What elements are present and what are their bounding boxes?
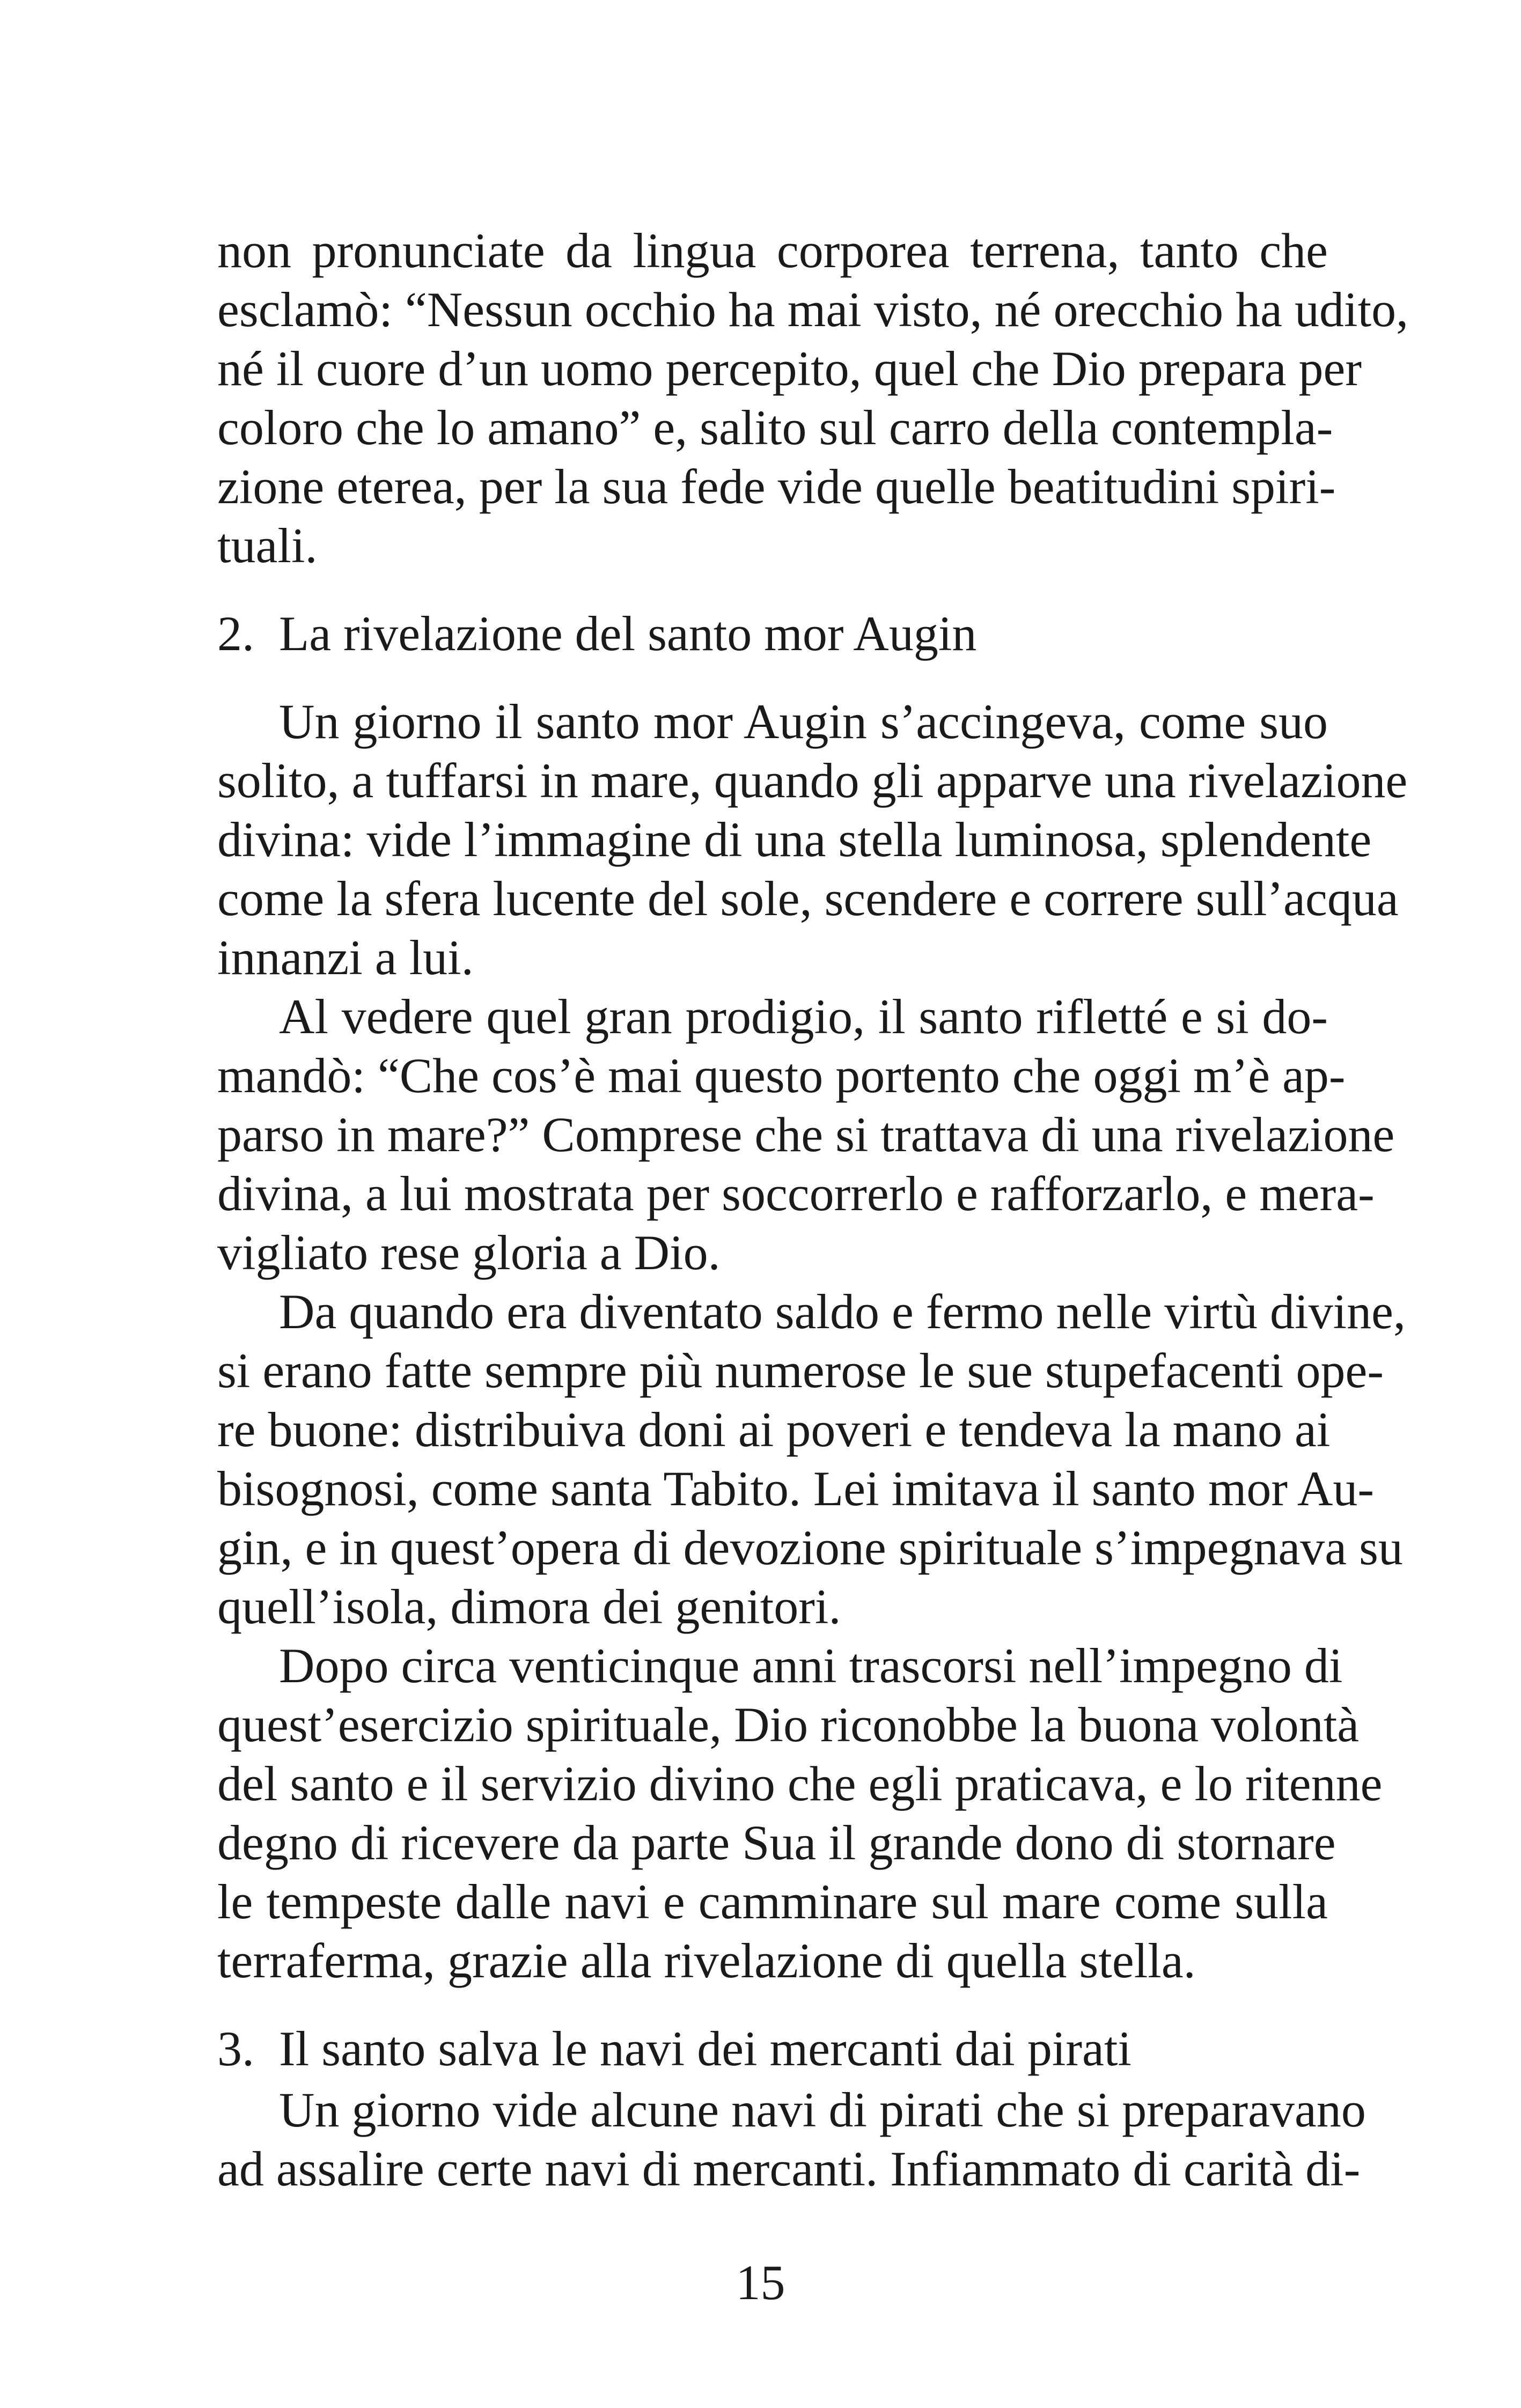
text-line: quest’esercizio spirituale, Dio riconobbe la buona volontà [217, 1697, 1360, 1752]
text-line: Al vedere quel gran prodigio, il santo rifletté e si do- [279, 989, 1328, 1044]
text-line: Da quando era diventato saldo e fermo nelle virtù divine, [279, 1284, 1406, 1339]
text-line: solito, a tuffarsi in mare, quando gli apparve una rivelazione [217, 753, 1408, 808]
text-line: le tempeste dalle navi e camminare sul mare come sulla [217, 1874, 1328, 1929]
text-line: terraferma, grazie alla rivelazione di quella stella. [217, 1933, 1196, 1988]
section-heading [217, 2019, 1131, 2078]
section-number: 3. [217, 2021, 254, 2076]
text-line: ad assalire certe navi di mercanti. Infiammato di carità di- [217, 2141, 1361, 2196]
text-line: parso in mare?” Comprese che si trattava di una rivelazione [217, 1107, 1395, 1162]
text-line: innanzi a lui. [217, 930, 474, 985]
text-line: Dopo circa venticinque anni trascorsi nell’impegno di [279, 1638, 1343, 1693]
text-line: re buone: distribuiva doni ai poveri e tendeva la mano ai [217, 1402, 1331, 1457]
text-line: zione eterea, per la sua fede vide quelle beatitudini spiri- [217, 459, 1336, 514]
section-heading [217, 604, 976, 663]
text-line: coloro che lo amano” e, salito sul carro della contempla- [217, 400, 1333, 455]
text-line: mandò: “Che cos’è mai questo portento che oggi m’è ap- [217, 1048, 1346, 1103]
text-line: bisognosi, come santa Tabito. Lei imitava il santo mor Au- [217, 1461, 1375, 1516]
text-line: divina: vide l’immagine di una stella luminosa, splendente [217, 812, 1372, 867]
text-line: si erano fatte sempre più numerose le sue stupefacenti ope- [217, 1343, 1384, 1398]
section-title: Il santo salva le navi dei mercanti dai pirati [279, 2021, 1131, 2076]
text-line: tuali. [217, 518, 318, 573]
page-number: 15 [736, 2255, 785, 2310]
text-line: esclamò: “Nessun occhio ha mai visto, né orecchio ha udito, [217, 282, 1409, 337]
text-line: quell’isola, dimora dei genitori. [217, 1579, 841, 1634]
text-line: del santo e il servizio divino che egli praticava, e lo ritenne [217, 1756, 1383, 1811]
text-line: Un giorno il santo mor Augin s’accingeva, come suo [279, 694, 1328, 749]
text-line: né il cuore d’un uomo percepito, quel che Dio prepara per [217, 341, 1362, 396]
text-line: divina, a lui mostrata per soccorrerlo e rafforzarlo, e mera- [217, 1166, 1375, 1221]
text-line: gin, e in quest’opera di devozione spirituale s’impegnava su [217, 1520, 1403, 1575]
text-line: degno di ricevere da parte Sua il grande dono di stornare [217, 1815, 1336, 1870]
text-line: Un giorno vide alcune navi di pirati che si preparavano [279, 2082, 1366, 2137]
text-line: come la sfera lucente del sole, scendere e correre sull’acqua [217, 871, 1399, 926]
text-line: non pronunciate da lingua corporea terrena, tanto che [217, 223, 1328, 278]
section-number: 2. [217, 606, 254, 661]
text-line: vigliato rese gloria a Dio. [217, 1225, 721, 1280]
section-title: La rivelazione del santo mor Augin [279, 606, 977, 661]
